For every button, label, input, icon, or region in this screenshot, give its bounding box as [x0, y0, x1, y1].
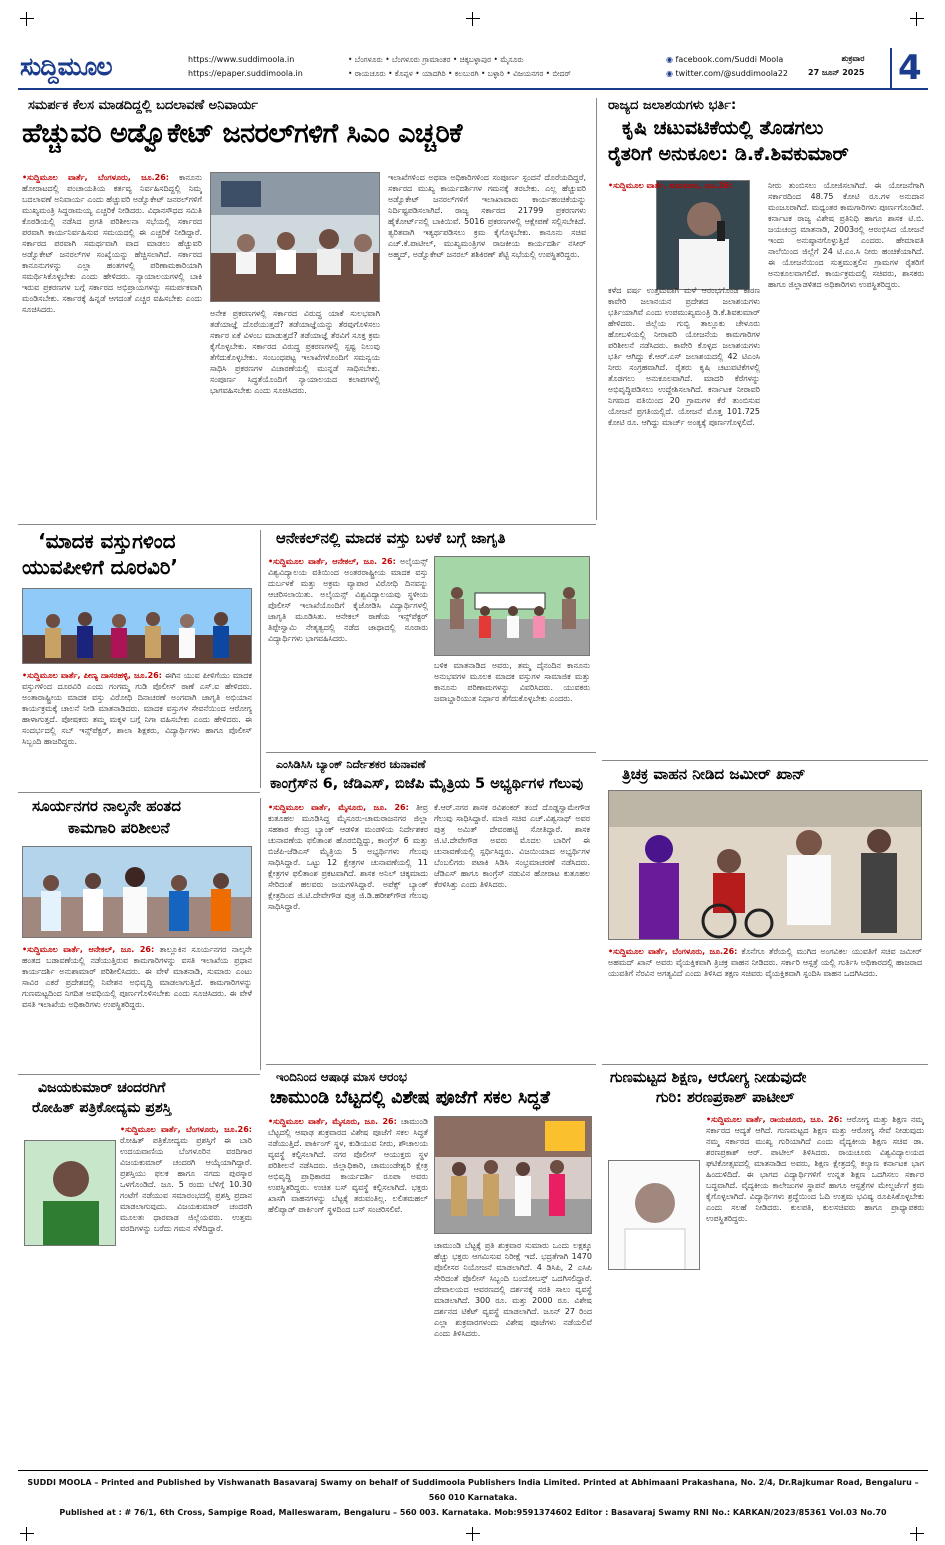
meeting-photo-art [211, 173, 380, 302]
article-text: ಅಲೈಯನ್ಸ್ ವಿಶ್ವವಿದ್ಯಾಲಯ ವತಿಯಿಂದ ಅಂತರರಾಷ್ಟ್ರೀಯ ಮಾದಕ ವಸ್ತು ದುರ್ಬಳಕೆ ಮತ್ತು ಅಕ್ರಮ ವ್ಯಾಪಾರ ವಿರೋಧಿ ದಿನವನ್ನು ಆಚರಿಸಲಾಯಿತು. ಅಲೈಯನ್ಸ್ ವಿಶ್ವವಿದ್ಯಾಲಯವು ಸ್ಥಳೀಯ ಪೊಲೀಸ್ ಇಲಾಖೆಯೊಂದಿಗೆ ಕೈಜೋಡಿಸಿ ವಿದ್ಯಾರ್ಥಿಗಳಲ್ಲಿ ಜಾಗೃತಿ ಮೂಡಿಸಿತು. ಆನೇಕಲ್ ಠಾಣೆಯ ಇನ್ಸ್‌ಪೆಕ್ಟರ್ ತಿಪ್ಪೇಸ್ವಾಮಿ ನೇತೃತ್ವದಲ್ಲಿ ನಡೆದ ಜಾಥಾದಲ್ಲಿ ನೂರಾರು ವಿದ್ಯಾರ್ಥಿಗಳು ಭಾಗವಹಿಸಿದರು. [268, 557, 428, 643]
dateline: •ಸುದ್ದಿಮೂಲ ವಾರ್ತೆ, ಆನೇಕಲ್, ಜೂ. 26: [268, 557, 396, 566]
column-divider [260, 798, 261, 1070]
section-divider [602, 1064, 928, 1065]
inspection-photo [22, 846, 252, 938]
article-text: ಬಳಿಕ ಮಾತನಾಡಿದ ಅವರು, ತಮ್ಮ ದೈನಂದಿನ ಕಾನೂನು ಅನುಭವಗಳ ಮೂಲಕ ಮಾದಕ ವಸ್ತುಗಳ ಸಾಮಾಜಿಕ ಮತ್ತು ಕಾನೂನು ಪರಿಣಾಮಗಳನ್ನು ವಿವರಿಸಿದರು. ಯುವಕರು ಜವಾಬ್ದಾರಿಯುತ ನಿರ್ಧಾರ ತೆಗೆದುಕೊಳ್ಳಬೇಕು ಎಂದರು. [434, 661, 590, 703]
article-headline-line2: ಗುರಿ: ಶರಣಪ್ರಕಾಶ್ ಪಾಟೀಲ್ [656, 1090, 795, 1106]
weekday: ಶುಕ್ರವಾರ [841, 54, 865, 63]
article-kicker: ರಾಜ್ಯದ ಜಲಾಶಯಗಳು ಭರ್ತಿ: [608, 98, 737, 113]
imprint-line1: SUDDI MOOLA – Printed and Published by Vishwanath Basavaraj Swamy on behalf of Suddimoola Publishers India Limited. Printed at Abhimaani Prakashana, No. 2/4, Dr.Rajkumar Road, Bengaluru – 560 010 Karnataka. [27, 1478, 919, 1502]
dateline: •ಸುದ್ದಿಮೂಲ ವಾರ್ತೆ, ಬೆಂಗಳೂರು, ಜೂ.26: [22, 173, 169, 182]
article-column [434, 1240, 592, 1464]
article-text: ಕಾನೂನು ಹೋರಾಟದಲ್ಲಿ ಪಂಚಾಯತಿಯ ಕರ್ತವ್ಯ ನಿರ್ವಹಿಸದಿದ್ದಲ್ಲಿ ನಿಮ್ಮ ಬದಲಾವಣೆ ಅನಿವಾರ್ಯ ಎಂದು ಹೆಚ್ಚುವರಿ ಅಡ್ವೊಕೇಟ್ ಜನರಲ್‌ಗಳಿಗೆ ಮುಖ್ಯಮಂತ್ರಿ ಸಿದ್ದರಾಮಯ್ಯ ಎಚ್ಚರಿಕೆ ನೀಡಿದರು. ವಿಧಾನಸೌಧದ ಸಮಿತಿ ಕೊಠಡಿಯಲ್ಲಿ ನಡೆಸಿದ ಪ್ರಗತಿ ಪರಿಶೀಲನಾ ಸಭೆಯಲ್ಲಿ ಸರ್ಕಾರದ ಪರವಾಗಿ ಕಾರ್ಯನಿರ್ವಹಿಸುವ ಸಮಯದಲ್ಲಿ ಈ ಎಚ್ಚರಿಕೆ ನೀಡಿದ್ದಾರೆ. ಸರ್ಕಾರದ ಪರವಾಗಿ ಸಮರ್ಥವಾಗಿ ವಾದ ಮಾಡಲು ಹೆಚ್ಚುವರಿ ಅಡ್ವೊಕೇಟ್ ಜನರಲ್‌ಗಳ ಸಂಖ್ಯೆಯನ್ನು ಹೆಚ್ಚಿಸಲಾಗಿದೆ. ಸರ್ಕಾರದ ಕಾನೂನುಗಳನ್ನು ಎಲ್ಲಾ ಹಂತಗಳಲ್ಲಿ ಪರಿಣಾಮಕಾರಿಯಾಗಿ ಸಮರ್ಥಿಸಿಕೊಳ್ಳಬೇಕು ಎಂದು ಹೇಳಿದರು. ನ್ಯಾಯಾಲಯಗಳಲ್ಲಿ ಬಾಕಿ ಇರುವ ಪ್ರಕರಣಗಳ ಬಗ್ಗೆ ಸರ್ಕಾರದ ಅಭಿಪ್ರಾಯಗಳನ್ನು ಸಮರ್ಪಕವಾಗಿ ಮಂಡಿಸಬೇಕು. ಸರ್ಕಾರಕ್ಕೆ ಹಿನ್ನಡೆ ಆಗದಂತೆ ಎಚ್ಚರ ವಹಿಸಬೇಕು ಎಂದು ಸೂಚಿಸಿದರು. [22, 173, 202, 314]
article-kicker: ಸಮರ್ಪಕ ಕೆಲಸ ಮಾಡದಿದ್ದಲ್ಲಿ ಬದಲಾವಣೆ ಅನಿವಾರ್ಯ [28, 98, 259, 113]
rally-photo [434, 556, 590, 656]
tricycle-photo [608, 790, 922, 940]
dateline: •ಸುದ್ದಿಮೂಲ ವಾರ್ತೆ, ತುಮಕೂರು, ಜೂ.26: [608, 181, 733, 190]
date-block [808, 52, 865, 80]
article-column [22, 944, 252, 1068]
meeting-photo [210, 172, 380, 302]
article-cm-warning [18, 98, 590, 520]
article-column [22, 670, 252, 786]
article-column [434, 660, 590, 746]
social-links [666, 53, 788, 81]
article-text: ಕೊನೆಗೂ ತೆರೆಯಲ್ಲಿ ಮುಗಿದ ಅಂಗವಿಕಲ ಯುವತಿಗೆ ಸಚಿವ ಜಮೀರ್ ಅಹಮದ್ ಖಾನ್ ಅವರು ವೈಯಕ್ತಿಕವಾಗಿ ತ್ರಿಚಕ್ರ ವಾಹನ ನೀಡಿದರು. ಸರ್ಕಾರಿ ಆಸ್ಪತ್ರೆ ಯಲ್ಲಿ ಗುರ್ತಿಸಿ ಅಧಿಕಾರದಲ್ಲಿ ಹಾಜರಾದ ಯುವತಿಗೆ ನೆರವಿನ ಅಗತ್ಯವಿದೆ ಎಂದು ತಿಳಿಸಿದ ತಕ್ಷಣ ಸಚಿವರು ವೈಯಕ್ತಿಕವಾಗಿ ಸ್ಪಂದಿಸಿ ವಾಹನ ಒದಗಿಸಿದರು. [608, 947, 922, 978]
article-education-health [602, 1070, 928, 1466]
section-divider [266, 752, 596, 753]
article-drug-awareness [18, 530, 256, 788]
section-divider [602, 760, 928, 761]
column-divider [260, 530, 261, 788]
awareness-photo [22, 588, 252, 664]
article-reservoirs [602, 98, 928, 756]
article-text: ತೀವ್ರ ಕುತೂಹಲ ಮೂಡಿಸಿದ್ದ ಮೈಸೂರು-ಚಾಮರಾಜನಗರ ಜಿಲ್ಲಾ ಸಹಕಾರ ಕೇಂದ್ರ ಬ್ಯಾಂಕ್ ಆಡಳಿತ ಮಂಡಳಿಯ ನಿರ್ದೇಶಕರ ಚುನಾವಣೆಯ ಫಲಿತಾಂಶ ಹೊರಬಿದ್ದಿದ್ದು, ಕಾಂಗ್ರೆಸ್ 6 ಮತ್ತು ಬಿಜೆಪಿ-ಜೆಡಿಎಸ್ ಮೈತ್ರಿಯ 5 ಅಭ್ಯರ್ಥಿಗಳು ಗೆಲುವು ಸಾಧಿಸಿದ್ದಾರೆ. ಒಟ್ಟು 12 ಕ್ಷೇತ್ರಗಳ ಚುನಾವಣೆಯಲ್ಲಿ 11 ಕ್ಷೇತ್ರಗಳ ಫಲಿತಾಂಶ ಪ್ರಕಟವಾಗಿದೆ. ಶಾಸಕ ಅನಿಲ್ ಚಿಕ್ಕಮಾದು ಸೇರಿದಂತೆ ಹಲವರು ಜಯಗಳಿಸಿದ್ದಾರೆ. ಅಪೆಕ್ಸ್ ಬ್ಯಾಂಕ್ ಕ್ಷೇತ್ರದಿಂದ ಜಿ.ಟಿ.ದೇವೇಗೌಡ ಪುತ್ರ ಜಿ.ಡಿ.ಹರೀಶ್‌ಗೌಡ ಗೆಲುವು ಸಾಧಿಸಿದ್ದಾರೆ. [268, 803, 428, 911]
article-column [608, 180, 760, 754]
crop-mark [910, 12, 924, 26]
article-text: ಕಳೆದ ವರ್ಷ ಉತ್ತಮವಾಗಿ ಮಳೆ ಆರಂಭಗೊಂಡ ಕಾರಣ ಕಾವೇರಿ ಜಲಾನಯನ ಪ್ರದೇಶದ ಜಲಾಶಯಗಳು ಭರ್ತಿಯಾಗಿವೆ ಎಂದು ಉಪಮುಖ್ಯಮಂತ್ರಿ ಡಿ.ಕೆ.ಶಿವಕುಮಾರ್ ಹೇಳಿದರು. ಜಿಲ್ಲೆಯ ಗುಬ್ಬಿ ತಾಲ್ಲೂಕು ಚೇಳೂರು ಹೋಬಳಿಯಲ್ಲಿ ನೀರಾವರಿ ಯೋಜನೆಯ ಕಾಮಗಾರಿಗಳ ಪರಿಶೀಲನೆ ನಡೆಸಿದರು. ಕಾವೇರಿ ಕೊಳ್ಳದ ಜಲಾಶಯಗಳು ಭರ್ತಿ ಆಗಿದ್ದು ಕೆ.ಆರ್.ಎಸ್ ಜಲಾಶಯದಲ್ಲಿ 42 ಟಿಎಂಸಿ ನೀರು ಸಂಗ್ರಹವಾಗಿದೆ. ರೈತರು ಕೃಷಿ ಚಟುವಟಿಕೆಗಳಲ್ಲಿ ತೊಡಗಲು ಅನುಕೂಲವಾಗಿದೆ. ಮಾದರಿ ಕೆರೆಗಳನ್ನು ಅಭಿವೃದ್ಧಿಪಡಿಸಲು ಉದ್ದೇಶಿಸಲಾಗಿದೆ. ಕರ್ನಾಟಕ ನೀರಾವರಿ ನಿಗಮದ ವತಿಯಿಂದ 20 ಗ್ರಾಮಗಳ ಕೆರೆ ತುಂಬಿಸುವ ಯೋಜನೆ ಪ್ರಗತಿಯಲ್ಲಿದೆ. ಯೋಜನೆ ಮೊತ್ತ 101.725 ಕೋಟಿ ರೂ. ಆಗಿದ್ದು ಮಾರ್ಚ್ ಅಂತ್ಯಕ್ಕೆ ಪೂರ್ಣಗೊಳ್ಳಲಿದೆ. [608, 286, 760, 427]
imprint-footer [18, 1470, 928, 1517]
article-column [434, 802, 590, 1058]
article-headline-line2: ಕಾಮಗಾರಿ ಪರಿಶೀಲನೆ [68, 819, 170, 837]
facebook-link[interactable]: facebook.com/Suddi Moola [675, 55, 784, 64]
dateline: •ಸುದ್ದಿಮೂಲ ವಾರ್ತೆ, ಬೆಂಗಳೂರು, ಜೂ.26: [120, 1125, 252, 1134]
article-chamundi [266, 1070, 596, 1466]
twitter-link[interactable]: twitter.com/@suddimoola22 [675, 69, 789, 78]
article-text: ಆರೋಗ್ಯ ಮತ್ತು ಶಿಕ್ಷಣ ನಮ್ಮ ಸರ್ಕಾರದ ಆದ್ಯತೆ ಆಗಿದೆ. ಗುಣಮಟ್ಟದ ಶಿಕ್ಷಣ ಮತ್ತು ಆರೋಗ್ಯ ಸೇವೆ ನೀಡುವುದು ನಮ್ಮ ಸರ್ಕಾರದ ಮುಖ್ಯ ಗುರಿಯಾಗಿದೆ ಎಂದು ವೈದ್ಯಕೀಯ ಶಿಕ್ಷಣ ಸಚಿವ ಡಾ. ಶರಣಪ್ರಕಾಶ್ ಆರ್. ಪಾಟೀಲ್ ತಿಳಿಸಿದರು. ರಾಯಚೂರು ವಿಶ್ವವಿದ್ಯಾಲಯದ ಘಟಿಕೋತ್ಸವದಲ್ಲಿ ಮಾತನಾಡಿದ ಅವರು, ಶಿಕ್ಷಣ ಕ್ಷೇತ್ರದಲ್ಲಿ ಕಲ್ಯಾಣ ಕರ್ನಾಟಕ ಭಾಗ ಹಿಂದುಳಿದಿದೆ. ಈ ಭಾಗದ ವಿದ್ಯಾರ್ಥಿಗಳಿಗೆ ಉನ್ನತ ಶಿಕ್ಷಣ ಒದಗಿಸಲು ಸರ್ಕಾರ ಬದ್ಧವಾಗಿದೆ. ವೈದ್ಯಕೀಯ ಕಾಲೇಜುಗಳ ಸ್ಥಾಪನೆ ಹಾಗೂ ಆಸ್ಪತ್ರೆಗಳ ಮೇಲ್ದರ್ಜೆಗೆ ಕ್ರಮ ಕೈಗೊಳ್ಳಲಾಗಿದೆ. ವಿದ್ಯಾರ್ಥಿಗಳು ಶ್ರದ್ಧೆಯಿಂದ ಓದಿ ಉತ್ತಮ ಭವಿಷ್ಯ ರೂಪಿಸಿಕೊಳ್ಳಬೇಕು ಎಂದು ಸಲಹೆ ನೀಡಿದರು. ಕುಲಪತಿ, ಕುಲಸಚಿವರು ಹಾಗೂ ಪ್ರಾಧ್ಯಾಪಕರು ಉಪಸ್ಥಿತರಿದ್ದರು. [706, 1115, 924, 1223]
article-text: ಅನೇಕ ಪ್ರಕರಣಗಳಲ್ಲಿ ಸರ್ಕಾರದ ವಿರುದ್ಧ ಯಾಕೆ ಸುಲಭವಾಗಿ ತಡೆಯಾಜ್ಞೆ ದೊರೆಯುತ್ತದೆ? ತಡೆಯಾಜ್ಞೆಯನ್ನು ತೆರವುಗೊಳಿಸಲು ಸರ್ಕಾರ ಏಕೆ ವಿಳಂಬ ಮಾಡುತ್ತದೆ? ತಡೆಯಾಜ್ಞೆ ತೆರವಿಗೆ ಸೂಕ್ತ ಕ್ರಮ ಕೈಗೊಳ್ಳಬೇಕು. ಸರ್ಕಾರದ ವಿರುದ್ಧ ಪ್ರಕರಣಗಳಲ್ಲಿ ಸ್ಪಷ್ಟ ನಿಲುವು ತೆಗೆದುಕೊಳ್ಳಬೇಕು. ಸಂಬಂಧಪಟ್ಟ ಇಲಾಖೆಗಳೊಂದಿಗೆ ಸಮನ್ವಯ ಸಾಧಿಸಿ ಪ್ರಕರಣಗಳ ವಿಚಾರಣೆಯಲ್ಲಿ ಮುನ್ನಡೆ ಸಾಧಿಸಬೇಕು. ಸಂಪೂರ್ಣ ಸಿದ್ಧತೆಯೊಂದಿಗೆ ನ್ಯಾಯಾಲಯದ ಕಲಾಪಗಳಲ್ಲಿ ಭಾಗವಹಿಸಬೇಕು ಎಂದು ಸೂಚಿಸಿದರು. [210, 309, 380, 395]
article-text: ಇಲಾಖೆಗಳಿಂದ ಅಥವಾ ಅಧಿಕಾರಿಗಳಿಂದ ಸಂಪೂರ್ಣ ಸ್ಪಂದನೆ ದೊರೆಯದಿದ್ದರೆ, ಸರ್ಕಾರದ ಮುಖ್ಯ ಕಾರ್ಯದರ್ಶಿಗಳ ಗಮನಕ್ಕೆ ತರಬೇಕು. ಎಲ್ಲ ಹೆಚ್ಚುವರಿ ಅಡ್ವೊಕೇಟ್ ಜನರಲ್‌ಗಳಿಗೆ ಇಲಾಖಾವಾರು ಕಾರ್ಯಹಂಚಿಕೆಯನ್ನು ನಿರ್ದಿಷ್ಟಪಡಿಸಲಾಗಿದೆ. ರಾಜ್ಯ ಸರ್ಕಾರದ 21799 ಪ್ರಕರಣಗಳು ಹೈಕೋರ್ಟ್‌ನಲ್ಲಿ ಬಾಕಿಯಿವೆ. 5016 ಪ್ರಕರಣಗಳಲ್ಲಿ ಆಕ್ಷೇಪಣೆ ಸಲ್ಲಿಸಬೇಕಿದೆ. ತ್ವರಿತವಾಗಿ ಇತ್ಯರ್ಥಪಡಿಸಲು ಕ್ರಮ ಕೈಗೊಳ್ಳಬೇಕು. ಕಾನೂನು ಸಚಿವ ಎಚ್.ಕೆ.ಪಾಟೀಲ್, ಮುಖ್ಯಮಂತ್ರಿಗಳ ರಾಜಕೀಯ ಕಾರ್ಯದರ್ಶಿ ನಸೀರ್ ಅಹ್ಮದ್, ಅಡ್ವೊಕೇಟ್ ಜನರಲ್ ಶಶಿಕಿರಣ್ ಶೆಟ್ಟಿ ಸಭೆಯಲ್ಲಿ ಉಪಸ್ಥಿತರಿದ್ದರು. [388, 173, 586, 259]
dateline: •ಸುದ್ದಿಮೂಲ ವಾರ್ತೆ, ಮೈಸೂರು, ಜೂ. 26: [268, 1117, 397, 1126]
website-link[interactable]: https://www.suddimoola.in [188, 55, 295, 64]
article-column [268, 802, 428, 1058]
newspaper-page [18, 48, 928, 1517]
section-divider [18, 524, 596, 525]
dateline: •ಸುದ್ದಿಮೂಲ ವಾರ್ತೆ, ಮೈಸೂರು, ಜೂ. 26: [268, 803, 409, 812]
article-text: ಈಗಿನ ಯುವ ಪೀಳಿಗೆಯು ಮಾದಕ ವಸ್ತುಗಳಿಂದ ದೂರವಿರಿ ಎಂದು ಗಂಗಮ್ಮ ಗುಡಿ ಪೊಲೀಸ್ ಠಾಣೆ ಎಸ್.ಐ ಹೇಳಿದರು. ಅಂತಾರಾಷ್ಟ್ರೀಯ ಮಾದಕ ವಸ್ತು ವಿರೋಧಿ ದಿನಾಚರಣೆ ಅಂಗವಾಗಿ ಜಾಗೃತಿ ಅಭಿಯಾನ ಕಾರ್ಯಕ್ರಮಕ್ಕೆ ಚಾಲನೆ ನೀಡಿ ಮಾತನಾಡಿದರು. ಮಾದಕ ವಸ್ತುಗಳ ಸೇವನೆಯಿಂದ ಆರೋಗ್ಯ ಹಾಳಾಗುತ್ತದೆ. ಪೋಷಕರು ತಮ್ಮ ಮಕ್ಕಳ ಬಗ್ಗೆ ನಿಗಾ ವಹಿಸಬೇಕು ಎಂದು ಹೇಳಿದರು. ಈ ಸಂದರ್ಭದಲ್ಲಿ ಸಬ್ ಇನ್ಸ್‌ಪೆಕ್ಟರ್, ಶಾಲಾ ಶಿಕ್ಷಕರು, ವಿದ್ಯಾರ್ಥಿಗಳು ಹಾಗೂ ಪೊಲೀಸ್ ಸಿಬ್ಬಂದಿ ಹಾಜರಿದ್ದರು. [22, 671, 252, 746]
inspection-photo-art [23, 847, 252, 938]
article-tricycle [602, 766, 928, 1060]
facebook-icon: ◉ [666, 55, 676, 64]
crop-mark [20, 1527, 34, 1541]
district-nav [348, 53, 571, 81]
crop-mark [910, 1527, 924, 1541]
article-column [768, 180, 924, 754]
crop-mark [466, 12, 480, 26]
dateline: •ಸುದ್ದಿಮೂಲ ವಾರ್ತೆ, ಪೀಣ್ಯ ದಾಸರಹಳ್ಳಿ, ಜೂ.26: [22, 671, 162, 680]
article-column [22, 172, 202, 517]
article-kicker: ಎಂಸಿಡಿಸಿಸಿ ಬ್ಯಾಂಕ್ ನಿರ್ದೇಶಕರ ಚುನಾವಣೆ [276, 758, 426, 771]
epaper-link[interactable]: https://epaper.suddimoola.in [188, 69, 303, 78]
article-headline-line2: ಯುವಪೀಳಿಗೆ ದೂರವಿರಿ’ [22, 555, 179, 579]
article-column [268, 556, 428, 746]
awareness-photo-art [23, 589, 252, 664]
masthead-urls [188, 53, 303, 81]
article-headline: ಚಾಮುಂಡಿ ಬೆಟ್ಟದಲ್ಲಿ ವಿಶೇಷ ಪೂಜೆಗೆ ಸಕಲ ಸಿದ್ಧತೆ [270, 1088, 550, 1108]
rally-photo-art [435, 557, 590, 656]
issue-date: 27 ಜೂನ್ 2025 [808, 68, 865, 77]
district-nav-line2: • ರಾಯಚೂರು • ಕೊಪ್ಪಳ • ಯಾದಗಿರಿ • ಕಲಬುರಗಿ • ಬಳ್ಳಾರಿ • ವಿಜಯನಗರ • ಬೀದರ್ [348, 69, 571, 78]
article-text: ರೋಹಿತ್ ಪತ್ರಿಕೋದ್ಯಮ ಪ್ರಶಸ್ತಿಗೆ ಈ ಬಾರಿ ಉದಯವಾಣಿಯ ಬೆಂಗಳೂರಿನ ವರದಿಗಾರ ವಿಜಯಕುಮಾರ್ ಚಂದರಗಿ ಆಯ್ಕೆಯಾಗಿದ್ದಾರೆ. ಪ್ರಶಸ್ತಿಯು ಫಲಕ ಹಾಗೂ ನಗದು ಪುರಸ್ಕಾರ ಒಳಗೊಂಡಿದೆ. ಜೂ. 5 ರಂದು ಬೆಳಿಗ್ಗೆ 10.30 ಗಂಟೆಗೆ ನಡೆಯುವ ಸಮಾರಂಭದಲ್ಲಿ ಪ್ರಶಸ್ತಿ ಪ್ರದಾನ ಮಾಡಲಾಗುವುದು. ವಿಜಯಕುಮಾರ್ ಚಂದರಗಿ ಮೂಲತಃ ಧಾರವಾಡ ಜಿಲ್ಲೆಯವರು. ಉತ್ತಮ ವರದಿಗಳನ್ನು ಬರೆದು ಗಮನ ಸೆಳೆದಿದ್ದಾರೆ. [120, 1136, 252, 1233]
article-text: ಕೆ.ಆರ್.ನಗರ ಶಾಸಕ ರವಿಶಂಕರ್ ತಂದೆ ದೊಡ್ಡಸ್ವಾಮೇಗೌಡ ಗೆಲುವು ಸಾಧಿಸಿದ್ದಾರೆ. ಮಾಜಿ ಸಚಿವ ಎಚ್.ವಿಶ್ವನಾಥ್ ಅವರ ಪುತ್ರ ಅಮಿತ್ ದೇವರಹಟ್ಟಿ ಸೋತಿದ್ದಾರೆ. ಶಾಸಕ ಜಿ.ಟಿ.ದೇವೇಗೌಡ ಅವರು ಮೊದಲ ಬಾರಿಗೆ ಈ ಚುನಾವಣೆಯಲ್ಲಿ ಸ್ಪರ್ಧಿಸಿದ್ದರು. ವಿಜಯಿಯಾದ ಅಭ್ಯರ್ಥಿಗಳ ಬೆಂಬಲಿಗರು ಪಟಾಕಿ ಸಿಡಿಸಿ ಸಂಭ್ರಮಾಚರಣೆ ನಡೆಸಿದರು. ಜೆಡಿಎಸ್ ಹಾಗೂ ಕಾಂಗ್ರೆಸ್ ನಡುವಿನ ಹೋರಾಟ ಕುತೂಹಲ ಕೆರಳಿಸಿತ್ತು ಎಂದು ತಿಳಿಸಿದರು. [434, 803, 590, 889]
imprint-line2: Published at : # 76/1, 6th Cross, Sampige Road, Malleswaram, Bengaluru – 560 003. Karnataka. Mob:9591374602 Editor : Basavaraj Swamy RNI No.: KARKAN/2023/85361 Vol.03 No.70 [59, 1508, 887, 1517]
article-column [210, 308, 380, 518]
article-text: ಚಾಮುಂಡಿ ಬೆಟ್ಟದಲ್ಲಿ ಆಷಾಢ ಶುಕ್ರವಾರದ ವಿಶೇಷ ಪೂಜೆಗೆ ಸಕಲ ಸಿದ್ಧತೆ ನಡೆಯುತ್ತಿದೆ. ಪಾರ್ಕಿಂಗ್ ಸ್ಥಳ, ಕುಡಿಯುವ ನೀರು, ಶೌಚಾಲಯ ವ್ಯವಸ್ಥೆ ಕಲ್ಪಿಸಲಾಗಿದೆ. ನಗರ ಪೊಲೀಸ್ ಆಯುಕ್ತರು ಸ್ಥಳ ಪರಿಶೀಲನೆ ನಡೆಸಿದರು. ಜಿಲ್ಲಾಧಿಕಾರಿ, ಚಾಮುಂಡೇಶ್ವರಿ ಕ್ಷೇತ್ರ ಅಭಿವೃದ್ಧಿ ಪ್ರಾಧಿಕಾರದ ಕಾರ್ಯದರ್ಶಿ ರೂಪಾ ಅವರು ಉಪಸ್ಥಿತರಿದ್ದರು. ಉಚಿತ ಬಸ್ ವ್ಯವಸ್ಥೆ ಕಲ್ಪಿಸಲಾಗಿದೆ. ಭಕ್ತರು ಖಾಸಗಿ ವಾಹನಗಳನ್ನು ಬೆಟ್ಟಕ್ಕೆ ತರುವಂತಿಲ್ಲ. ಲಲಿತಮಹಲ್ ಹೆಲಿಪ್ಯಾಡ್ ಪಾರ್ಕಿಂಗ್ ಸ್ಥಳದಿಂದ ಬಸ್ ಸಂಚರಿಸಲಿವೆ. [268, 1117, 428, 1214]
dateline: •ಸುದ್ದಿಮೂಲ ವಾರ್ತೆ, ಬೆಂಗಳೂರು, ಜೂ.26: [608, 947, 738, 956]
article-headline-line1: ಸೂರ್ಯನಗರ ನಾಲ್ಕನೇ ಹಂತದ [32, 798, 181, 815]
article-headline: ಹೆಚ್ಚುವರಿ ಅಡ್ವೊಕೇಟ್ ಜನರಲ್‌ಗಳಿಗೆ ಸಿಎಂ ಎಚ್ಚರಿಕೆ [22, 118, 463, 149]
article-column [22, 1124, 252, 1464]
article-headline-line2: ರೈತರಿಗೆ ಅನುಕೂಲ: ಡಿ.ಕೆ.ಶಿವಕುಮಾರ್ [608, 143, 849, 165]
section-divider [18, 792, 260, 793]
article-column [268, 1116, 428, 1464]
article-headline-line1: ‘ಮಾದಕ ವಸ್ತುಗಳಿಂದ [38, 530, 176, 553]
page-number: 4 [890, 48, 922, 88]
chamundi-photo-art [435, 1117, 592, 1234]
twitter-icon: ◉ [666, 69, 676, 78]
article-text: ತಾಲ್ಲೂಕಿನ ಸೂರ್ಯನಗರ ನಾಲ್ಕನೇ ಹಂತದ ಬಡಾವಣೆಯಲ್ಲಿ ನಡೆಯುತ್ತಿರುವ ಕಾಮಗಾರಿಗಳನ್ನು ವಸತಿ ಇಲಾಖೆಯ ಪ್ರಧಾನ ಕಾರ್ಯದರ್ಶಿ ಅನುಶಾಮಾರ್ ಪರಿಶೀಲಿಸಿದರು. ಈ ವೇಳೆ ಮಾತನಾಡಿ, ಸುಮಾರು ಎಂಟು ಸಾವಿರ ಎಕರೆ ಪ್ರದೇಶದಲ್ಲಿ ನಿವೇಶನ ಅಭಿವೃದ್ಧಿ ಮಾಡಲಾಗುತ್ತಿದೆ. ಕಾಮಗಾರಿಗಳನ್ನು ಗುಣಮಟ್ಟದಿಂದ ನಿಗದಿತ ಅವಧಿಯಲ್ಲಿ ಪೂರ್ಣಗೊಳಿಸಬೇಕು ಎಂದು ಸೂಚಿಸಿದರು. ಈ ವೇಳೆ ವಸತಿ ಇಲಾಖೆಯ ಅಧಿಕಾರಿಗಳು ಉಪಸ್ಥಿತರಿದ್ದರು. [22, 945, 252, 1009]
article-headline-line2: ರೋಹಿತ್ ಪತ್ರಿಕೋದ್ಯಮ ಪ್ರಶಸ್ತಿ [32, 1100, 172, 1116]
article-headline-line1: ಗುಣಮಟ್ಟದ ಶಿಕ್ಷಣ, ಆರೋಗ್ಯ ನೀಡುವುದೇ [610, 1070, 807, 1086]
article-award [18, 1080, 256, 1466]
masthead [18, 48, 928, 90]
crop-mark [20, 12, 34, 26]
section-divider [18, 1074, 260, 1075]
article-suryanagar [18, 798, 256, 1070]
section-divider [266, 1064, 596, 1065]
article-column [608, 946, 922, 1058]
district-nav-line1: • ಬೆಂಗಳೂರು • ಬೆಂಗಳೂರು ಗ್ರಾಮಾಂತರ • ಚಿಕ್ಕಬಳ್ಳಾಪುರ • ಮೈಸೂರು [348, 55, 524, 64]
article-anekal-awareness [266, 530, 594, 748]
newspaper-logo: ಸುದ್ದಿಮೂಲ [20, 52, 112, 81]
article-headline-line1: ಕೃಷಿ ಚಟುವಟಿಕೆಯಲ್ಲಿ ತೊಡಗಲು [622, 117, 824, 139]
article-kicker: ಇಂದಿನಿಂದ ಆಷಾಢ ಮಾಸ ಆರಂಭ [276, 1070, 407, 1084]
article-text: ನೀರು ತುಂಬಿಸಲು ಯೋಜಿಸಲಾಗಿದೆ. ಈ ಯೋಜನೆಗಾಗಿ ಸರ್ಕಾರದಿಂದ 48.75 ಕೋಟಿ ರೂ.ಗಳ ಅನುದಾನ ಮಂಜೂರಾಗಿದೆ. ಮಧ್ಯಂತರ ಕಾಮಗಾರಿಗಳು ಪೂರ್ಣಗೊಂಡಿವೆ. ಕರ್ನಾಟಕ ರಾಜ್ಯ ವಿಶೇಷ ಪ್ರತಿನಿಧಿ ಹಾಗೂ ಶಾಸಕ ಟಿ.ಬಿ. ಜಯಚಂದ್ರ ಮಾತನಾಡಿ, 2003ರಲ್ಲಿ ಆರಂಭಿಸಿದ ಯೋಜನೆ ಇಂದು ಅನುಷ್ಠಾನಗೊಳ್ಳುತ್ತಿದೆ ಎಂದರು. ಹೇಮಾವತಿ ನಾಲೆಯಿಂದ ಜಿಲ್ಲೆಗೆ 24 ಟಿ.ಎಂ.ಸಿ ನೀರು ಹಂಚಿಕೆಯಾಗಿದೆ. ಈ ಯೋಜನೆಯಿಂದ ಸುತ್ತಮುತ್ತಲಿನ ಗ್ರಾಮಗಳ ರೈತರಿಗೆ ಅನುಕೂಲವಾಗಲಿದೆ. ಕಾರ್ಯಕ್ರಮದಲ್ಲಿ ಸಚಿವರು, ಶಾಸಕರು ಹಾಗೂ ಜಿಲ್ಲಾಡಳಿತದ ಅಧಿಕಾರಿಗಳು ಉಪಸ್ಥಿತರಿದ್ದರು. [768, 181, 924, 289]
article-bank-election [266, 758, 594, 1060]
dateline: •ಸುದ್ದಿಮೂಲ ವಾರ್ತೆ, ಆನೇಕಲ್, ಜೂ. 26: [22, 945, 155, 954]
article-column [608, 1114, 924, 1464]
article-headline: ಕಾಂಗ್ರೆಸ್‌ನ 6, ಜೆಡಿಎಸ್, ಬಿಜೆಪಿ ಮೈತ್ರಿಯ 5 ಅಭ್ಯರ್ಥಿಗಳ ಗೆಲುವು [270, 776, 584, 792]
article-headline-line1: ವಿಜಯಕುಮಾರ್ ಚಂದರಗಿಗೆ [38, 1080, 166, 1096]
column-divider [596, 98, 597, 520]
tricycle-photo-art [609, 791, 922, 940]
crop-mark [466, 1527, 480, 1541]
article-column [388, 172, 586, 517]
dateline: •ಸುದ್ದಿಮೂಲ ವಾರ್ತೆ, ರಾಯಚೂರು, ಜೂ. 26: [706, 1115, 843, 1124]
chamundi-photo [434, 1116, 592, 1234]
article-headline: ಆನೇಕಲ್‌ನಲ್ಲಿ ಮಾದಕ ವಸ್ತು ಬಳಕೆ ಬಗ್ಗೆ ಜಾಗೃತಿ [276, 530, 506, 547]
article-headline: ತ್ರಿಚಕ್ರ ವಾಹನ ನೀಡಿದ ಜಮೀರ್ ಖಾನ್ [622, 766, 806, 783]
article-text: ಚಾಮುಂಡಿ ಬೆಟ್ಟಕ್ಕೆ ಪ್ರತಿ ಶುಕ್ರವಾರ ಸುಮಾರು ಒಂದು ಲಕ್ಷಕ್ಕೂ ಹೆಚ್ಚು ಭಕ್ತರು ಆಗಮಿಸುವ ನಿರೀಕ್ಷೆ ಇದೆ. ಭದ್ರತೆಗಾಗಿ 1470 ಪೊಲೀಸರ ನಿಯೋಜನೆ ಮಾಡಲಾಗಿದೆ. 4 ಡಿಸಿಪಿ, 2 ಎಸಿಪಿ ಸೇರಿದಂತೆ ಪೊಲೀಸ್ ಸಿಬ್ಬಂದಿ ಬಂದೋಬಸ್ತ್ ಒದಗಿಸಲಿದ್ದಾರೆ. ದೇವಾಲಯದ ಆವರಣದಲ್ಲಿ ದರ್ಶನಕ್ಕೆ ಸರತಿ ಸಾಲು ವ್ಯವಸ್ಥೆ ಮಾಡಲಾಗಿದೆ. 300 ರೂ. ಮತ್ತು 2000 ರೂ. ವಿಶೇಷ ದರ್ಶನದ ಟಿಕೆಟ್ ವ್ಯವಸ್ಥೆ ಮಾಡಲಾಗಿದೆ. ಜೂನ್ 27 ರಿಂದ ಎಲ್ಲಾ ಶುಕ್ರವಾರಗಳಂದು ವಿಶೇಷ ಪೂಜೆಗಳು ನಡೆಯಲಿವೆ ಎಂದು ತಿಳಿಸಿದರು. [434, 1241, 592, 1338]
